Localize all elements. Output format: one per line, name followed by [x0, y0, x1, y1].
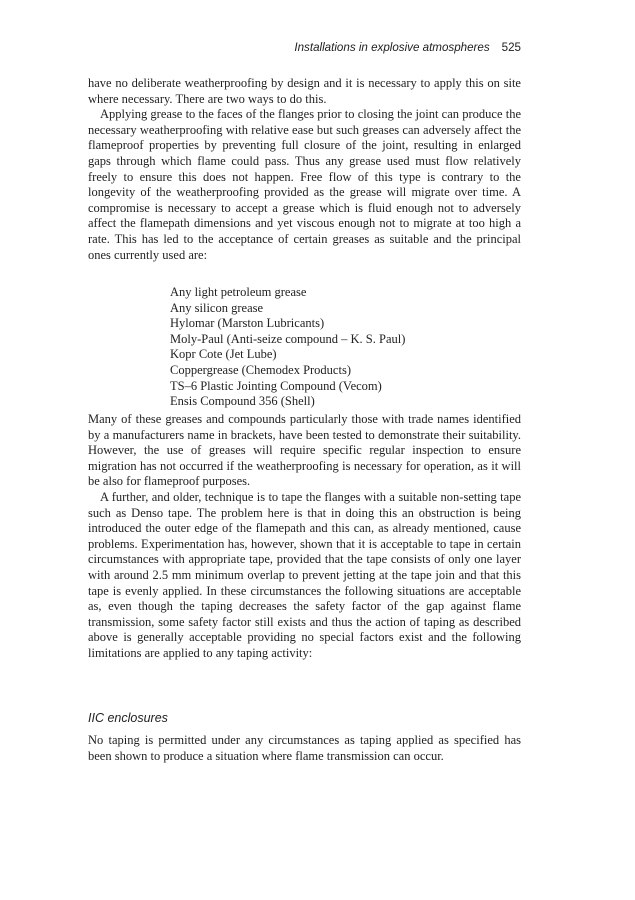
list-item: Any silicon grease [170, 300, 264, 315]
list-item: Moly-Paul (Anti-seize compound – K. S. Paul) [170, 331, 406, 346]
list-item: Ensis Compound 356 (Shell) [170, 394, 315, 409]
paragraph-continued: have no deliberate weatherproofing by design and it is necessary to apply this on site where necessary. There are two ways to do this. [88, 76, 521, 106]
list-item: Kopr Cote (Jet Lube) [170, 347, 277, 362]
page-number: 525 [501, 41, 521, 54]
list-item: Any light petroleum grease [170, 285, 307, 299]
paragraph-taping: A further, and older, technique is to tape the flanges with a suitable non-setting tape such as Denso tape. The problem here is that in doing this an obstruction is being introduced the outer edge of the flamepath and this can, as already mentioned, cause problems. Experimentation has, however, shown that it is acceptable to tape in certain circumstances with appropriate tape, provided that the tape consists of only one layer with around 2.5 mm minimum overlap to prevent jetting at the tape join and that this tape is evenly applied. In these circumstances the following situations are acceptable as, even though the taping decreases the safety factor of the gap against flame transmission, some safety factor still exists and thus the action of taping as described above is generally acceptable providing no special factors exist and the following limitations are applied to any taping activity: [88, 489, 521, 660]
text-block-top [88, 76, 521, 263]
text-block-middle [88, 412, 521, 662]
list-item: TS–6 Plastic Jointing Compound (Vecom) [170, 378, 382, 393]
list-item: Hylomar (Marston Lubricants) [170, 316, 325, 331]
paragraph-tested: Many of these greases and compounds particularly those with trade names identified by a manufacturers name in brackets, have been tested to demonstrate their suitability. However, the use of greases will require specific regular inspection to ensure migration has not occurred if the weatherproofing is necessary for operation, as it will be also for flameproof purposes. [88, 412, 521, 489]
paragraph-iic: No taping is permitted under any circumstances as taping applied as specified has been shown to produce a situation where flame transmission can occur. [88, 733, 521, 763]
list-item: Coppergrease (Chemodex Products) [170, 362, 351, 377]
paragraph-grease: Applying grease to the faces of the flanges prior to closing the joint can produce the necessary weatherproofing with relative ease but such greases can adversely affect the flameproof properties by preventing full closure of the joint, resulting in enlarged gaps through which flame could pass. Thus any grease used must flow relatively freely to ensure this does not happen. Free flow of this type is contrary to the longevity of the weatherproofing provided as the grease will migrate over time. A compromise is necessary to accept a grease which is fluid enough not to adversely affect the flamepath dimensions and yet viscous enough not to migrate at too high a rate. This has led to the acceptance of certain greases as suitable and the principal ones currently used are: [88, 107, 521, 262]
grease-list [170, 285, 405, 410]
text-block-bottom [88, 733, 521, 764]
section-heading: IIC enclosures [88, 711, 168, 725]
running-title: Installations in explosive atmospheres [294, 41, 490, 54]
running-header [88, 41, 521, 55]
